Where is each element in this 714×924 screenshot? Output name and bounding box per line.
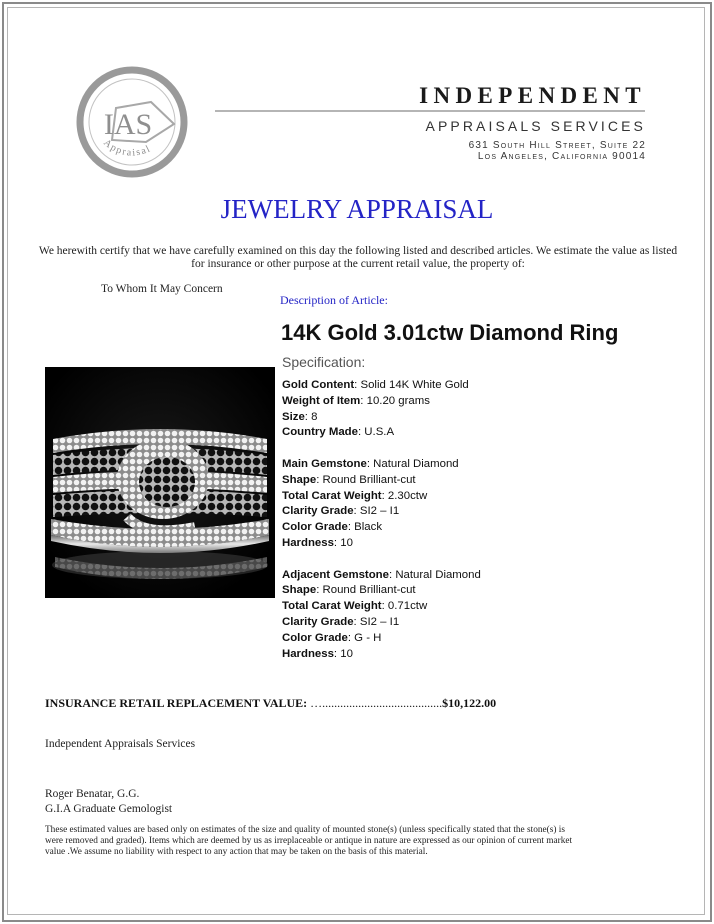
spec-value: G - H <box>354 631 382 644</box>
spec-adjacent-color: Color Grade: G - H <box>282 631 382 644</box>
spec-value: SI2 – I1 <box>359 615 400 628</box>
certification-text: We herewith certify that we have carefully examined on this day the following listed and described articles. We estimate the value as listed for insurance or other purpose at the current retail value, the property of: <box>38 245 678 270</box>
spec-main-color: Color Grade: Black <box>282 521 383 534</box>
address-line-2: Los Angeles, California 90014 <box>477 151 646 162</box>
spec-label: Clarity Grade <box>282 505 354 518</box>
spec-label: Country Made <box>282 426 358 439</box>
spec-adjacent-gemstone: Adjacent Gemstone: Natural Diamond <box>282 568 481 581</box>
ring-photo <box>45 367 275 598</box>
description-label: Description of Article: <box>280 293 388 307</box>
spec-label: Main Gemstone <box>282 457 367 470</box>
document-title: JEWELRY APPRAISAL <box>220 194 494 224</box>
spec-value: Natural Diamond <box>395 568 481 581</box>
ias-logo <box>76 66 188 178</box>
spec-label: Shape <box>282 584 317 597</box>
logo-letters: IAS <box>103 108 153 141</box>
spec-adjacent-carat: Total Carat Weight: 0.71ctw <box>282 600 428 613</box>
spec-label: Hardness <box>282 647 334 660</box>
spec-label: Clarity Grade <box>282 615 354 628</box>
recipient: To Whom It May Concern <box>101 283 223 295</box>
spec-main-gemstone: Main Gemstone: Natural Diamond <box>282 457 459 470</box>
spec-value: 2.30ctw <box>387 489 428 502</box>
spec-spacer <box>282 552 481 568</box>
spec-spacer <box>282 441 481 457</box>
valuation-dots: …........................................ <box>310 696 443 710</box>
item-title: 14K Gold 3.01ctw Diamond Ring <box>281 320 619 345</box>
spec-value: 10.20 grams <box>366 394 430 407</box>
signature-name: Roger Benatar, G.G. <box>45 788 140 800</box>
header-divider <box>215 110 645 112</box>
spec-country: Country Made: U.S.A <box>282 426 395 439</box>
spec-weight: Weight of Item: 10.20 grams <box>282 394 430 407</box>
specifications <box>282 378 481 662</box>
spec-value: 8 <box>311 410 318 423</box>
spec-value: Round Brilliant-cut <box>322 473 416 486</box>
spec-label: Total Carat Weight <box>282 489 382 502</box>
company-name: INDEPENDENT <box>419 83 646 108</box>
logo-ring-text: Appraisal <box>101 137 154 159</box>
spec-label: Hardness <box>282 536 334 549</box>
valuation-amount: $10,122.00 <box>442 696 497 710</box>
spec-main-hardness: Hardness: 10 <box>282 536 353 549</box>
disclaimer: These estimated values are based only on estimates of the size and quality of mounted stone(s) (unless specifically stated that the stone(s) is were removed and graded). Items which are deemed by us as irreplaceable or antique in nature are expressed as our opinion of current market value .We assume no liability with respect to any action that may be taken on the basis of this material. <box>45 825 573 857</box>
spec-label: Shape <box>282 473 317 486</box>
spec-label: Gold Content <box>282 379 355 391</box>
spec-label: Weight of Item <box>282 394 361 407</box>
spec-value: SI2 – I1 <box>359 505 400 518</box>
address-line-1: 631 South Hill Street, Suite 22 <box>468 140 646 151</box>
valuation-label: INSURANCE RETAIL REPLACEMENT VALUE: <box>45 696 308 710</box>
valuation-line <box>45 696 496 711</box>
spec-value: 10 <box>340 647 353 660</box>
spec-label: Color Grade <box>282 631 348 644</box>
spec-value: 0.71ctw <box>387 600 428 613</box>
company-subtitle: APPRAISALS SERVICES <box>425 118 646 134</box>
spec-value: Natural Diamond <box>373 457 459 470</box>
specification-label: Specification: <box>282 354 366 370</box>
spec-adjacent-hardness: Hardness: 10 <box>282 647 353 660</box>
spec-main-carat: Total Carat Weight: 2.30ctw <box>282 489 428 502</box>
spec-value: U.S.A <box>364 426 395 439</box>
spec-main-clarity: Clarity Grade: SI2 – I1 <box>282 505 400 518</box>
spec-value: Black <box>354 521 383 534</box>
spec-size: Size: 8 <box>282 410 318 423</box>
signature-title: G.I.A Graduate Gemologist <box>45 803 173 815</box>
spec-label: Adjacent Gemstone <box>282 568 389 581</box>
spec-label: Total Carat Weight <box>282 600 382 613</box>
spec-gold-content: Gold Content: Solid 14K White Gold <box>282 379 469 391</box>
spec-value: Solid 14K White Gold <box>360 379 469 391</box>
spec-main-shape: Shape: Round Brilliant-cut <box>282 473 416 486</box>
spec-label: Color Grade <box>282 521 348 534</box>
signature-company: Independent Appraisals Services <box>45 738 196 750</box>
spec-value: Round Brilliant-cut <box>322 584 416 597</box>
spec-adjacent-shape: Shape: Round Brilliant-cut <box>282 584 416 597</box>
spec-label: Size <box>282 410 305 423</box>
spec-adjacent-clarity: Clarity Grade: SI2 – I1 <box>282 615 400 628</box>
spec-value: 10 <box>340 536 353 549</box>
